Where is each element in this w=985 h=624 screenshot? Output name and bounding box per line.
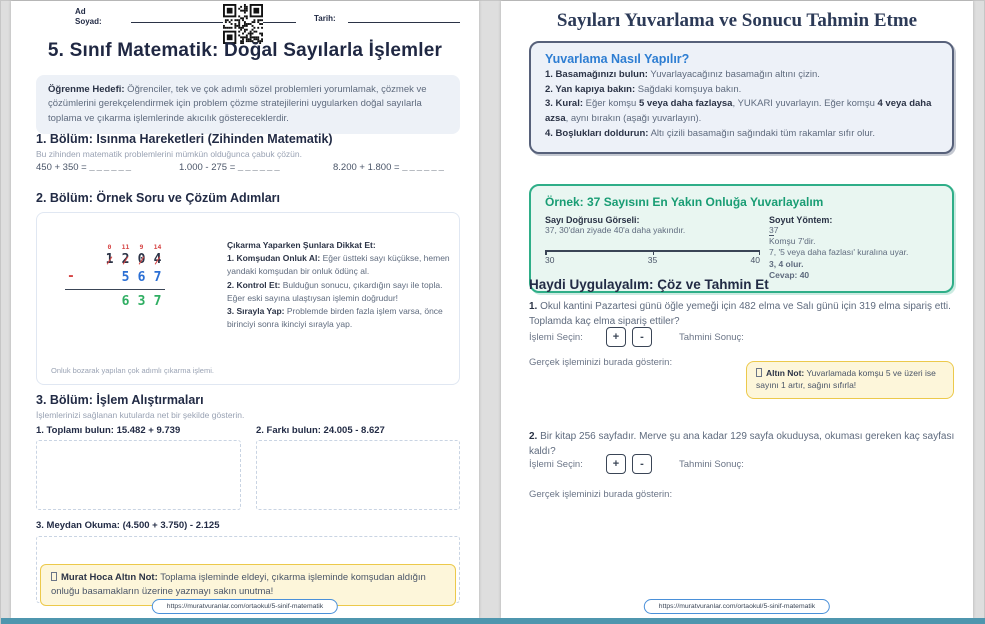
howto-step: 2. Yan kapıya bakın: Sağdaki komşuya bakın. [545,83,742,95]
howto-step: 4. Boşlukları doldurun: Altı çizili basamağın sağındaki tüm rakamlar sıfır olur. [545,127,875,139]
minus-option-button[interactable]: - [632,327,652,347]
name-field-label [75,7,102,27]
answer-box-2[interactable] [256,440,460,510]
objective-text: Öğrenciler, tek ve çok adımlı sözel problemleri yorumlamak, çözmek ve çözümlerini gerekçelendirmek için problem çözme stratejilerini uygularken doğal sayılarla toplama ve çıkarma işlemlerinde akıcılık göstereceklerdir. [48,84,427,124]
tick-label: 30 [545,255,555,266]
subtrahend-digit: 5 [121,269,130,285]
section3-subtitle: İşlemlerinizi sağlanan kutularda net bir şekilde gösterin. [36,410,245,420]
name-label-line2: Soyad: [75,17,102,26]
name-label-line1: Ad [75,7,86,16]
note-text: Toplama işleminde eldeyi, çıkarma işleminde komşudan aldığın onluğu basamakların üzerine yazmayı sakın unutma! [51,572,426,597]
page-title-right: Sayıları Yuvarlama ve Sonucu Tahmin Etme [556,10,918,31]
minuend-digit: 2 [121,252,130,267]
qr-code [223,4,263,44]
carry-digit: 11 [121,243,130,251]
howto-box [529,41,954,154]
note-lead: Murat Hoca Altın Not: [61,572,158,583]
example-title: Örnek: 37 Sayısını En Yakın Onluğa Yuvarlayalım [545,195,824,209]
worksheet-page-right [501,1,973,618]
date-field-label: Tarih: [314,14,336,23]
tick-label: 35 [647,255,658,266]
footer-url-link[interactable]: https://muratvuranlar.com/ortaokul/5-sinif-matematik [644,599,830,614]
carry-digit: 9 [139,243,144,251]
show-work-label: Gerçek işleminizi burada gösterin: [529,357,673,368]
date-input-line [348,22,460,23]
minus-sign: - [67,268,75,284]
mental-math-problem-1: 450 + 350 = ______ [36,162,134,173]
choose-op-label: İşlemi Seçin: [529,459,583,470]
minuend-digit: 0 [137,252,146,267]
exercise3-label: 3. Meydan Okuma: (4.500 + 3.750) - 2.125 [36,520,220,531]
answer-blank[interactable]: ______ [237,162,282,173]
underlined-number: 37 [769,225,779,235]
carry-digit: 0 [107,243,112,251]
section3-title: 3. Bölüm: İşlem Alıştırmaları [36,393,204,407]
answer-blank[interactable]: ______ [402,162,446,173]
choose-op-label: İşlemi Seçin: [529,332,583,343]
subtrahend-digit: 6 [137,269,146,285]
section2-title: 2. Bölüm: Örnek Soru ve Çözüm Adımları [36,191,281,205]
tip-item: 3. Sırayla Yap: Problemde birden fazla işlem varsa, önce birinciyi sonra ikinciyi sırayla yap. [227,305,443,330]
mental-math-problem-3: 8.200 + 1.800 = ______ [333,162,446,173]
bottom-edge-bar [1,618,985,624]
answer-blank[interactable]: ______ [89,162,134,173]
howto-title: Yuvarlama Nasıl Yapılır? [545,52,690,66]
learning-objective-box [36,75,460,134]
show-work-label: Gerçek işleminizi burada gösterin: [529,489,673,500]
exercise2-label: 2. Farkı bulun: 24.005 - 8.627 [256,425,385,436]
howto-step: 1. Basamağınızı bulun: Yuvarlayacağınız basamağın altını çizin. [545,69,820,80]
estimate-label: Tahmini Sonuç: [679,459,744,470]
number-line-column: Sayı Doğrusu Görseli: 37, 30'dan ziyade 40'a daha yakındır. 30 35 40 [545,215,760,266]
equals-line [65,289,165,290]
bulb-icon [756,368,762,377]
question-2: 2. Bir kitap 256 sayfadır. Merve şu ana kadar 129 sayfa okuduysa, okuması gereken kaç sayfası kaldı? [529,431,955,457]
example-caption: Onluk bozarak yapılan çok adımlı çıkarma işlemi. [51,366,214,375]
tip-item: 2. Kontrol Et: Bulduğun sonucu, çıkardığın sayı ile topla. Eğer eski sayına ulaştıysan işlemin doğrudur! [227,279,443,303]
golden-note-box-right: Altın Not: Yuvarlamada komşu 5 ve üzeri ise sayını 1 artır, sağını sıfırla! [746,361,954,399]
mental-math-problem-2: 1.000 - 275 = ______ [179,162,282,173]
worksheet-page-left [11,1,479,618]
tick-label: 40 [750,255,760,266]
minus-option-button[interactable]: - [632,454,652,474]
plus-option-button[interactable]: + [606,327,626,347]
minuend-digit: 4 [153,252,162,267]
section1-subtitle: Bu zihinden matematik problemlerini mümkün olduğunca çabuk çözün. [36,149,303,159]
objective-lead: Öğrenme Hedefi: [48,84,125,95]
estimate-label: Tahmini Sonuç: [679,332,744,343]
result-digit: 7 [153,294,162,310]
tip-item: 1. Komşudan Onluk Al: Eğer üstteki sayı küçükse, hemen yandaki komşudan bir onluk ödünç al. [227,253,450,277]
number-line [545,250,760,265]
howto-step: 3. Kural: Eğer komşu 5 veya daha fazlaysa, YUKARI yuvarlayın. Eğer komşu 4 veya daha azsa, aynı bırakın (aşağı yuvarlayın). [545,98,932,125]
minuend-digit: 1 [105,252,114,267]
subtraction-tips [227,239,451,331]
tips-title: Çıkarma Yaparken Şunlara Dikkat Et: [227,240,376,250]
page-title-left: 5. Sınıf Matematik: Doğal Sayılarla İşlemler [47,40,443,61]
apply-section-title: Haydi Uygulayalım: Çöz ve Tahmin Et [529,277,769,292]
result-digit: 3 [137,294,146,310]
subtraction-worked-example [59,243,163,311]
result-digit: 6 [121,294,130,310]
section1-title: 1. Bölüm: Isınma Hareketleri (Zihinden Matematik) [36,132,333,146]
worked-example-box [36,212,460,385]
answer-box-1[interactable] [36,440,241,510]
name-input-line [131,22,296,23]
bulb-icon [51,572,57,581]
plus-option-button[interactable]: + [606,454,626,474]
question-1: 1. Okul kantini Pazartesi günü öğle yemeği için 482 elma ve Salı günü için 319 elma sipariş etti. Toplamda kaç elma sipariş ettiler? [529,301,951,327]
footer-url-link[interactable]: https://muratvuranlar.com/ortaokul/5-sinif-matematik [152,599,338,614]
carry-digit: 14 [153,243,162,251]
exercise1-label: 1. Toplamı bulun: 15.482 + 9.739 [36,425,181,436]
abstract-method-column: Soyut Yöntem: 37 Komşu 7'dir. 7, '5 veya daha fazlası' kuralına uyar. 3, 4 olur. Cevap: 40 [769,215,938,281]
subtrahend-digit: 7 [153,269,162,285]
